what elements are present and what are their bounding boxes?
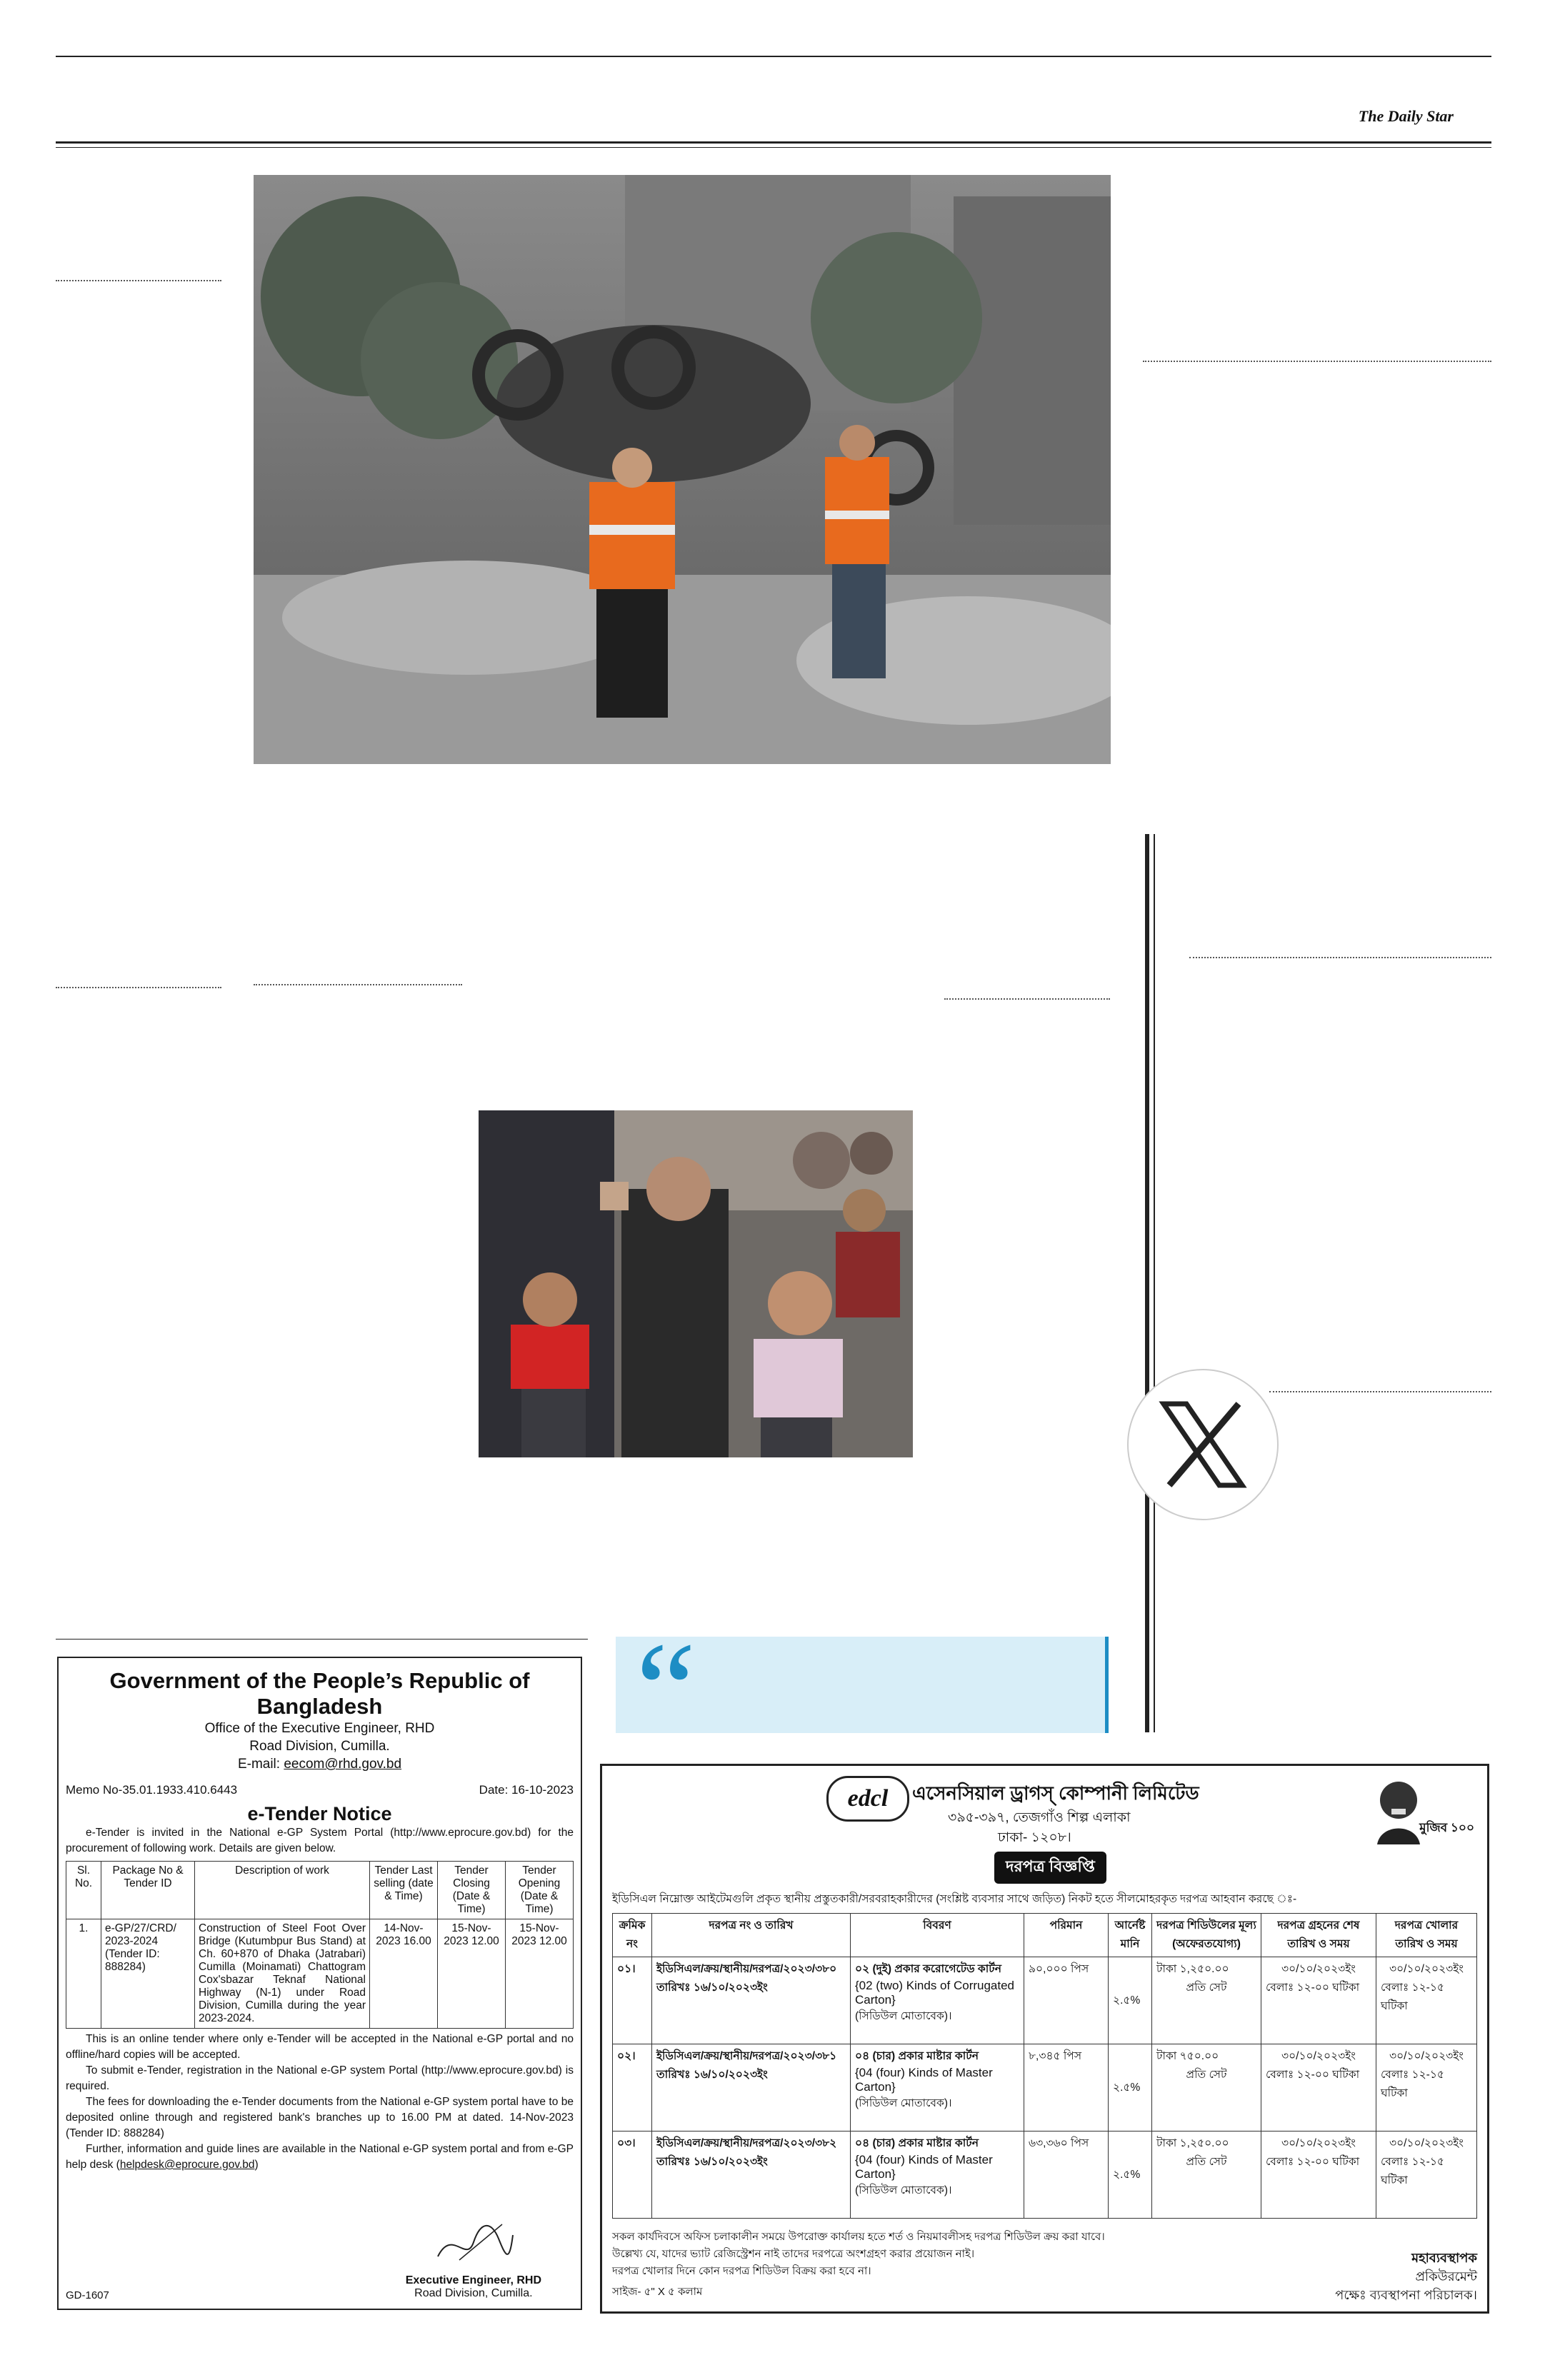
- edcl-table-header: [613, 1914, 1477, 1957]
- edcl-desc: [851, 2132, 1024, 2219]
- edcl-sl: ০২।: [613, 2044, 652, 2132]
- portrait-emblem-icon: [1370, 1773, 1477, 1852]
- tender-note-3: The fees for downloading the e-Tender documents from the National e-GP system portal have to be deposited online through and registered bank's branches up to 16.00 PM at dated. 14-Nov-2023 (Tender ID: 888284): [66, 2096, 574, 2139]
- left-column-rule-top: [56, 280, 221, 281]
- edcl-sl: ০৩।: [613, 2132, 652, 2219]
- desc-note: (সিডিউল মোতাবেক)।: [855, 2010, 952, 2022]
- x-icon: [1156, 1398, 1249, 1491]
- tender-note-4: [66, 2142, 574, 2173]
- edcl-qty: ৯০,০০০ পিস: [1024, 1957, 1109, 2044]
- open-date: ৩০/১০/২০২৩ইং: [1389, 2137, 1464, 2149]
- open-time: বেলাঃ ১২-১৫ ঘটিকা: [1381, 1982, 1444, 2012]
- signer-title: Executive Engineer, RHD: [405, 2274, 541, 2286]
- desc-bn: ০২ (দুই) প্রকার করোগেটেড কার্টন: [855, 1963, 1001, 1975]
- edcl-sign-2: প্রকিউরমেন্ট: [1415, 2269, 1477, 2284]
- mujib-emblem: [1370, 1773, 1477, 1852]
- table-row: [66, 1919, 574, 2029]
- edcl-price: [1152, 2132, 1261, 2219]
- tender-heading: e-Tender Notice: [247, 1803, 392, 1824]
- edcl-tender-no: ইডিসিএল/ক্রয়/স্থানীয়/দরপত্র/২০২৩/৩৮০ তারিখঃ ১৬/১০/২০২৩ইং: [652, 1957, 851, 2044]
- th-closing: Tender Closing (Date & Time): [438, 1862, 506, 1919]
- th-sl: Sl. No.: [66, 1862, 101, 1919]
- note4-prefix: Further, information and guide lines are available in the National e-GP system portal and from e-GP help desk (: [66, 2143, 574, 2171]
- th-selling: Tender Last selling (date & Time): [370, 1862, 438, 1919]
- td-package: e-GP/27/CRD/ 2023-2024 (Tender ID: 888284): [101, 1919, 195, 2029]
- second-photo: [479, 1110, 913, 1457]
- price-value: টাকা ৭৫০.০০: [1156, 2050, 1219, 2062]
- email-label: E-mail:: [237, 1757, 284, 1772]
- right-column-rule-mid: [1189, 957, 1491, 958]
- desc-bn: ০৪ (চার) প্রকার মাষ্টার কার্টন: [855, 2137, 979, 2149]
- desc-bn: ০৪ (চার) প্রকার মাষ্টার কার্টন: [855, 2050, 979, 2062]
- rubble-scene-image: [254, 175, 1111, 764]
- edcl-address-2: ঢাকা- ১২০৮।: [998, 1830, 1071, 1845]
- edcl-logo: edcl: [826, 1776, 909, 1822]
- desc-note: (সিডিউল মোতাবেক)।: [855, 2097, 952, 2109]
- helpdesk-link[interactable]: helpdesk@eprocure.gov.bd: [119, 2159, 255, 2171]
- desc-note: (সিডিউল মোতাবেক)।: [855, 2184, 952, 2196]
- price-unit: প্রতি সেট: [1186, 2156, 1227, 2168]
- woman-children-image: [479, 1110, 913, 1457]
- edcl-last: [1261, 1957, 1376, 2044]
- th-package: Package No & Tender ID: [101, 1862, 195, 1919]
- edcl-th-tender: দরপত্র নং ও তারিখ: [652, 1914, 851, 1957]
- edcl-qty: ৬৩,৩৬০ পিস: [1024, 2132, 1109, 2219]
- right-column-rule-top: [1143, 361, 1491, 362]
- signature-icon: [431, 2214, 516, 2271]
- x-logo-circle: [1127, 1369, 1279, 1520]
- quote-accent-bar: [1105, 1637, 1109, 1733]
- edcl-money: ২.৫%: [1109, 2132, 1152, 2219]
- tender-signature-block: [406, 2214, 541, 2300]
- last-date: ৩০/১০/২০২৩ইং: [1281, 2137, 1356, 2149]
- tender-note-1: This is an online tender where only e-Tender will be accepted in the National e-GP portal and no offline/hard copies will be accepted.: [66, 2033, 574, 2061]
- email-link[interactable]: eecom@rhd.gov.bd: [284, 1757, 402, 1772]
- column-divider-thin: [1154, 834, 1155, 1732]
- edcl-size: সাইজ- ৫" X ৫ কলাম: [612, 2286, 703, 2298]
- column-divider: [1145, 834, 1149, 1732]
- edcl-th-price: দরপত্র শিডিউলের মূল্য (অফেরতযোগ্য): [1152, 1914, 1261, 1957]
- td-selling: 14-Nov-2023 16.00: [370, 1919, 438, 2029]
- edcl-th-desc: বিবরণ: [851, 1914, 1024, 1957]
- tender-code: GD-1607: [66, 2289, 109, 2301]
- edcl-badge: দরপত্র বিজ্ঞপ্তি: [994, 1852, 1106, 1884]
- last-date: ৩০/১০/২০২৩ইং: [1281, 1963, 1356, 1975]
- tender-table-header: [66, 1862, 574, 1919]
- edcl-tender-no: ইডিসিএল/ক্রয়/স্থানীয়/দরপত্র/২০২৩/৩৮১ তারিখঃ ১৬/১০/২০২৩ইং: [652, 2044, 851, 2132]
- center-column-rule-mid: [944, 998, 1110, 1000]
- edcl-money: ২.৫%: [1109, 2044, 1152, 2132]
- edcl-th-sl: ক্রমিক নং: [613, 1914, 652, 1957]
- edcl-company-name: এসেনসিয়াল ড্রাগস্ কোম্পানী লিমিটেড: [912, 1782, 1199, 1804]
- tender-division: Road Division, Cumilla.: [249, 1739, 390, 1754]
- td-closing: 15-Nov-2023 12.00: [438, 1919, 506, 2029]
- last-time: বেলাঃ ১২-০০ ঘটিকা: [1266, 2069, 1360, 2081]
- e-tender-notice: [57, 1657, 582, 2310]
- edcl-signature: [1335, 2249, 1477, 2304]
- top-rule: [56, 56, 1491, 57]
- edcl-sign-3: পক্ষেঃ ব্যবস্থাপনা পরিচালক।: [1335, 2288, 1477, 2302]
- header-double-rule-2: [56, 147, 1491, 148]
- table-row: [613, 2044, 1477, 2132]
- second-column-rule-mid: [254, 984, 462, 985]
- edcl-address-1: ৩৯৫-৩৯৭, তেজগাঁও শিল্প এলাকা: [948, 1810, 1131, 1825]
- td-sl: 1.: [66, 1919, 101, 2029]
- edcl-price: [1152, 1957, 1261, 2044]
- table-row: [613, 1957, 1477, 2044]
- header-double-rule-1: [56, 141, 1491, 144]
- price-value: টাকা ১,২৫০.০০: [1156, 2137, 1229, 2149]
- price-value: টাকা ১,২৫০.০০: [1156, 1963, 1229, 1975]
- price-unit: প্রতি সেট: [1186, 2069, 1227, 2081]
- th-description: Description of work: [195, 1862, 370, 1919]
- edcl-desc: [851, 1957, 1024, 2044]
- edcl-intro: ইডিসিএল নিম্নোক্ত আইটেমগুলি প্রকৃত স্থানীয় প্রস্তুতকারী/সরবরাহকারীদের (সংশ্লিষ্ট ব্যবসার সাথে জড়িত) নিকট হতে সীলমোহরকৃত দরপত্র আহবান করছে ঃ-: [612, 1893, 1297, 1905]
- note4-suffix: ): [254, 2159, 259, 2171]
- desc-en: {04 (four) Kinds of Master Carton}: [855, 2153, 993, 2181]
- tender-date: Date: 16-10-2023: [479, 1783, 574, 1797]
- edcl-desc: [851, 2044, 1024, 2132]
- tender-note-2: To submit e-Tender, registration in the National e-GP system Portal (http://www.eprocure.gov.bd) is required.: [66, 2064, 574, 2092]
- edcl-th-money: আর্নেষ্ট মানি: [1109, 1914, 1152, 1957]
- edcl-open: [1376, 1957, 1477, 2044]
- edcl-last: [1261, 2044, 1376, 2132]
- edcl-last: [1261, 2132, 1376, 2219]
- right-column-rule-lower: [1269, 1391, 1491, 1392]
- th-opening: Tender Opening (Date & Time): [506, 1862, 574, 1919]
- ads-rule-left: [56, 1639, 588, 1640]
- mujib-100-text: মুজিব ১০০: [1419, 1821, 1474, 1834]
- tender-intro: e-Tender is invited in the National e-GP System Portal (http://www.eprocure.gov.bd) for the procurement of following work. Details are given below.: [66, 1827, 574, 1854]
- left-column-rule-mid: [56, 987, 221, 988]
- open-time: বেলাঃ ১২-১৫ ঘটিকা: [1381, 2156, 1444, 2186]
- quote-mark: “: [636, 1615, 696, 1765]
- tender-memo-number: Memo No-35.01.1933.410.6443: [66, 1783, 238, 1797]
- tender-table: [66, 1861, 574, 2029]
- edcl-th-last: দরপত্র গ্রহনের শেষ তারিখ ও সময়: [1261, 1914, 1376, 1957]
- desc-en: {02 (two) Kinds of Corrugated Carton}: [855, 1979, 1015, 2007]
- edcl-money: ২.৫%: [1109, 1957, 1152, 2044]
- edcl-th-qty: পরিমান: [1024, 1914, 1109, 1957]
- open-time: বেলাঃ ১২-১৫ ঘটিকা: [1381, 2069, 1444, 2099]
- table-row: [613, 2132, 1477, 2219]
- quote-box: [616, 1615, 1109, 1765]
- td-description: Construction of Steel Foot Over Bridge (Kutumbpur Bus Stand) at Ch. 60+870 of Dhaka (Jatrabari) Cumilla (Moinamati) Chattogram Cox'sbazar Teknaf National Highway (N-1) under Road Division, Cumilla during the year 2023-2024.: [195, 1919, 370, 2029]
- masthead-logo: The Daily Star: [1358, 107, 1454, 125]
- open-date: ৩০/১০/২০২৩ইং: [1389, 2050, 1464, 2062]
- edcl-sign-1: মহাব্যবস্থাপক: [1411, 2251, 1477, 2265]
- edcl-price: [1152, 2044, 1261, 2132]
- td-opening: 15-Nov-2023 12.00: [506, 1919, 574, 2029]
- last-date: ৩০/১০/২০২৩ইং: [1281, 2050, 1356, 2062]
- edcl-tender-no: ইডিসিএল/ক্রয়/স্থানীয়/দরপত্র/২০২৩/৩৮২ তারিখঃ ১৬/১০/২০২৩ইং: [652, 2132, 851, 2219]
- signer-division: Road Division, Cumilla.: [414, 2287, 533, 2299]
- edcl-tender-notice: [600, 1764, 1489, 2314]
- tender-office: Office of the Executive Engineer, RHD: [204, 1721, 435, 1736]
- edcl-qty: ৮,৩৪৫ পিস: [1024, 2044, 1109, 2132]
- edcl-table: [612, 1913, 1477, 2219]
- open-date: ৩০/১০/২০২৩ইং: [1389, 1963, 1464, 1975]
- price-unit: প্রতি সেট: [1186, 1982, 1227, 1994]
- edcl-open: [1376, 2044, 1477, 2132]
- edcl-sl: ০১।: [613, 1957, 652, 2044]
- edcl-footer-3: দরপত্র খোলার দিনে কোন দরপত্র শিডিউল বিক্রয় করা হবে না।: [612, 2265, 871, 2277]
- edcl-th-open: দরপত্র খোলার তারিখ ও সময়: [1376, 1914, 1477, 1957]
- last-time: বেলাঃ ১২-০০ ঘটিকা: [1266, 2156, 1360, 2168]
- edcl-open: [1376, 2132, 1477, 2219]
- edcl-header: [612, 1773, 1477, 1887]
- main-photo: [254, 175, 1111, 764]
- edcl-footer-1: সকল কার্যদিবসে অফিস চলাকালীন সময়ে উপরোক্ত কার্যালয় হতে শর্ত ও নিয়মাবলীসহ দরপত্র শিডিউল ক্রয় করা যাবে।: [612, 2231, 1105, 2243]
- tender-memo-row: [66, 1783, 574, 1797]
- last-time: বেলাঃ ১২-০০ ঘটিকা: [1266, 1982, 1360, 1994]
- edcl-footer-2: উল্লেখ্য যে, যাদের ভ্যাট রেজিস্ট্রেশন নাই তাদের দরপত্রে অংশগ্রহণ করার প্রয়োজন নাই।: [612, 2248, 975, 2260]
- tender-government-title: Government of the People’s Republic of Bangladesh: [109, 1668, 530, 1719]
- tender-email: [66, 1755, 574, 1773]
- desc-en: {04 (four) Kinds of Master Carton}: [855, 2066, 993, 2094]
